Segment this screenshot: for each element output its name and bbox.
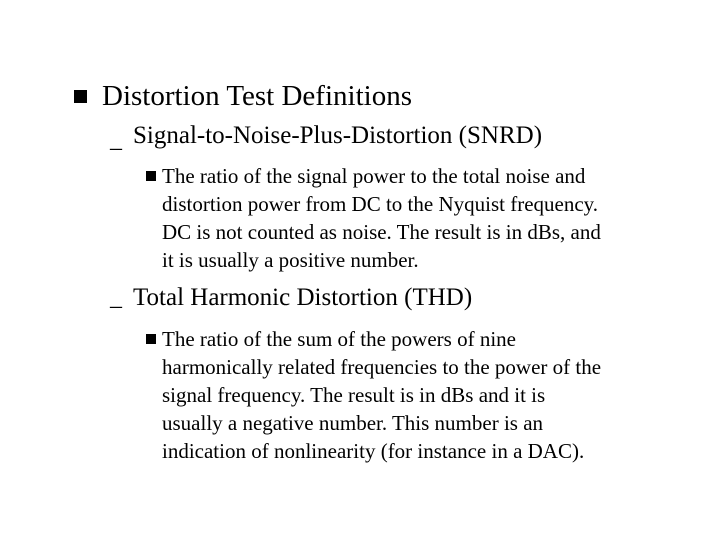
dash-bullet: – — [110, 293, 122, 319]
section-title-snrd: Signal-to-Noise-Plus-Distortion (SNRD) — [133, 122, 543, 149]
text-line: The ratio of the signal power to the total noise and — [162, 164, 586, 188]
dash-bullet: – — [110, 135, 122, 161]
text-line: indication of nonlinearity (for instance in a DAC). — [162, 439, 585, 463]
text-line: DC is not counted as noise. The result is in dBs, and — [162, 220, 601, 244]
text-line: usually a negative number. This number is an — [162, 411, 544, 435]
definition-thd — [162, 325, 682, 465]
section-title-thd: Total Harmonic Distortion (THD) — [133, 284, 473, 311]
text-line: distortion power from DC to the Nyquist frequency. — [162, 192, 599, 216]
text-line: The ratio of the sum of the powers of nine — [162, 327, 516, 351]
square-bullet-icon — [146, 334, 156, 344]
square-bullet-icon — [74, 90, 87, 103]
square-bullet-icon — [146, 171, 156, 181]
slide-heading: Distortion Test Definitions — [102, 80, 412, 112]
definition-snrd — [162, 162, 682, 274]
text-line: signal frequency. The result is in dBs and it is — [162, 383, 546, 407]
text-line: harmonically related frequencies to the power of the — [162, 355, 602, 379]
text-line: it is usually a positive number. — [162, 248, 419, 272]
